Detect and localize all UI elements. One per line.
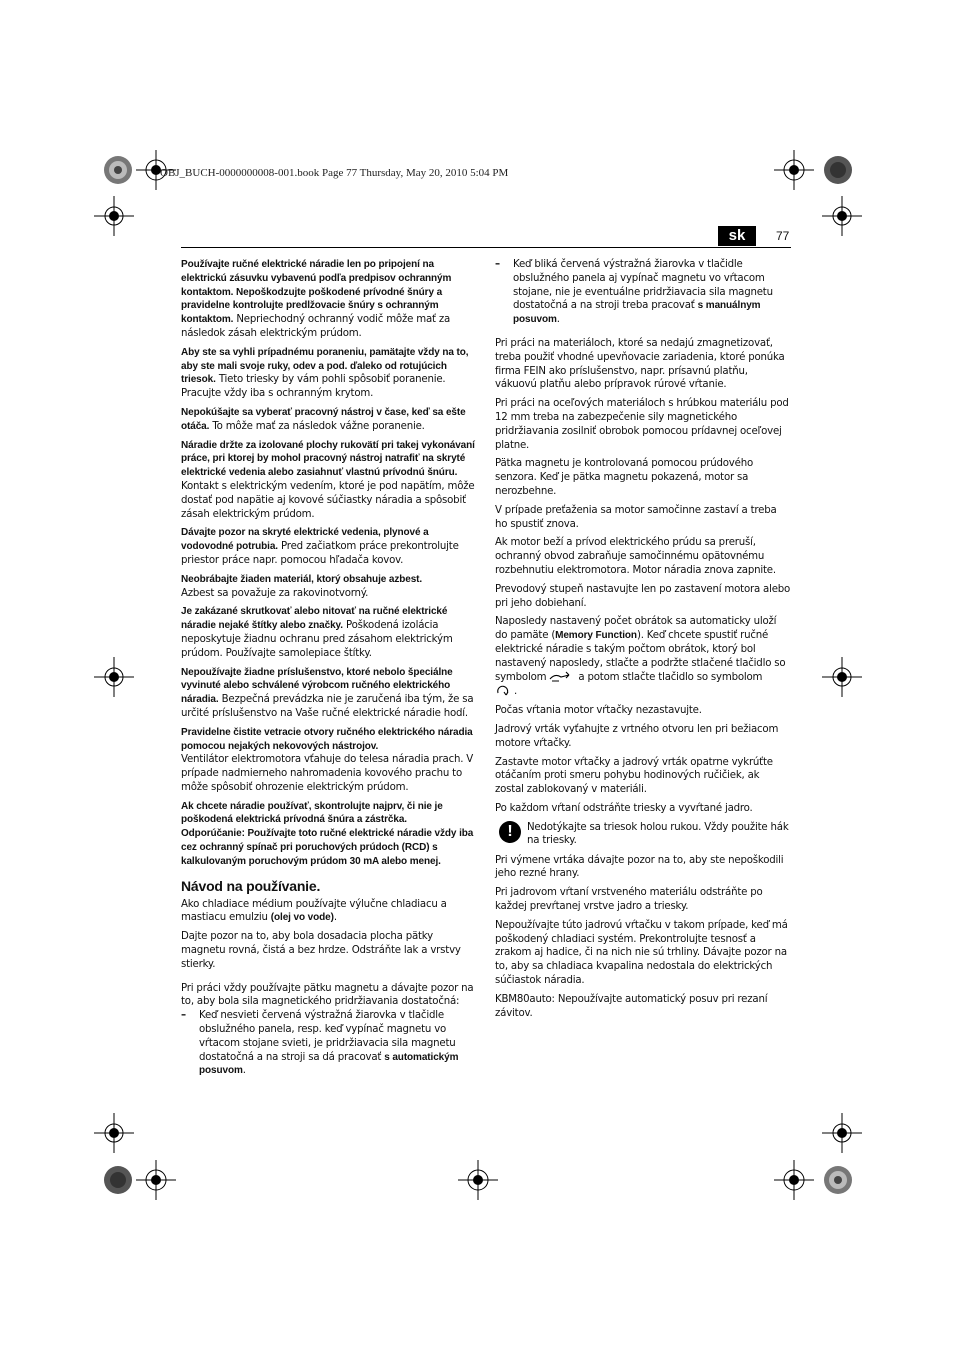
bold-text: Dávajte pozor na skryté elektrické vedenia, plynové a vodovodné potrubia.	[181, 527, 429, 553]
body-text: Kontakt s elektrickým vedením, ktoré je pod napätím, môže dostať pod napätie aj kovové súčiastky náradia a spôsobiť zásah elektrickým prúdom.	[181, 480, 475, 520]
paragraph	[181, 726, 477, 795]
paragraph	[181, 827, 477, 868]
paragraph	[181, 982, 477, 1010]
list-item	[495, 258, 791, 327]
body-text: .	[242, 1065, 246, 1077]
bold-text: Ak chcete náradie používať, skontrolujte najprv, či nie je poškodená elektrická prívodná šnúra a zástrčka.	[181, 800, 443, 826]
paragraph: KBM80auto: Nepoužívajte automatický posuv pri rezaní závitov.	[495, 993, 768, 1019]
body-text: Keď nesvieti červená výstražná žiarovka v tlačidle obslužného panela, resp. keď vypínač magnetu vo vŕtacom stojane svieti, je pridržiavacia sila magnetu dostatočná a na stroji sa dá pracovať	[199, 1010, 456, 1063]
paragraph: V prípade preťaženia sa motor samočinne zastaví a treba ho spustiť znova.	[495, 504, 777, 530]
crosshair-mark-upper-right	[822, 196, 862, 236]
print-header: OBJ_BUCH-0000000008-001.book Page 77 Thursday, May 20, 2010 5:04 PM	[160, 167, 509, 179]
body-text: Nepriechodný ochranný vodič môže mať za následok zásah elektrickým prúdom.	[181, 314, 451, 339]
body-text: Dajte pozor na to, aby bola dosadacia plocha pätky magnetu rovná, čistá a bez hrdze. Odstráňte lak a vrstvy stierky.	[181, 931, 461, 970]
paragraph	[181, 526, 477, 567]
crosshair-mark-bottom-center	[458, 1160, 498, 1200]
paragraph	[181, 439, 477, 522]
bold-text: Aby ste sa vyhli prípadnému poraneniu, pamätajte vždy na to, aby ste mali svoje ruky, odev a pod. ďaleko od rotujúcich triesok.	[181, 346, 469, 386]
paragraph	[181, 666, 477, 721]
registration-mark-top-left	[98, 150, 138, 190]
paragraph: Počas vŕtania motor vŕtačky nezastavujte.	[495, 705, 702, 717]
crosshair-mark-bottom-left	[136, 1160, 176, 1200]
registration-mark-bottom-left	[98, 1160, 138, 1200]
bold-text: Používajte ručné elektrické náradie len po pripojení na elektrickú zásuvku vybavenú podľa predpisov ochranným kontaktom. Nepoškodzujte poškodené prívodné šnúry a pravidelne kontrolujte predlžovacie šnúry s ochranným kontaktom.	[181, 259, 452, 326]
crosshair-mark-top-right	[774, 150, 814, 190]
page-number: 77	[776, 229, 790, 243]
bold-text: Je zakázané skrutkovať alebo nitovať na ručné elektrické náradie nejaké štítky alebo značky.	[181, 606, 448, 632]
paragraph	[181, 346, 477, 401]
body-text: Azbest sa považuje za rakovinotvorný.	[181, 587, 369, 599]
body-text: Nedotýkajte sa triesok holou rukou. Vždy použite hák na triesky.	[527, 821, 789, 847]
warning-note	[495, 821, 791, 849]
body-text: Naposledy nastavený počet obrátok sa automaticky uloží do pamäte (	[495, 616, 777, 642]
paragraph: Po každom vŕtaní odstráňte triesky a vyvŕtané jadro.	[495, 802, 753, 814]
dash-bullet: –	[181, 1010, 186, 1022]
paragraph: Nepoužívajte túto jadrovú vŕtačku v takom prípade, keď má poškodený chladiaci systém. Prekontrolujte tesnosť a zrakom aj hadice, či na nich nie sú trhliny. Dávajte pozor na to, aby sa chladiaca kvapalina nedostala do elektrických súčiastok náradia.	[495, 919, 788, 987]
body-text: Keď bliká červená výstražná žiarovka v tlačidle obslužného panela aj vypínač magnetu vo vŕtacom stojane, nie je eventuálne pridržiavacia sila magnetu dostatočná a na stroji treba pracovať	[513, 259, 773, 312]
warning-icon: !	[499, 821, 521, 843]
paragraph	[181, 800, 477, 828]
body-text: .	[556, 314, 560, 326]
section-heading: Návod na používanie.	[181, 877, 321, 894]
paragraph: Prevodový stupeň nastavujte len po zastavení motora alebo pri jeho dobiehaní.	[495, 583, 791, 609]
body-text: Bezpečná prevádzka nie je zaručená iba tým, že sa určité príslušenstvo na Vaše ručné elektrické náradie hodí.	[181, 694, 474, 719]
bold-text: Odporúčanie: Používajte toto ručné elektrické náradie vždy iba cez ochranný spínač pri poruchových prúdoch (RCD) s kalkulovaným poruchovým prúdom 30 mA alebo menej.	[181, 828, 474, 867]
body-text: ). Keď chcete spustiť ručné elektrické náradie s takým počtom obrátok, ktorý bol nastavený naposledy, stlačte a podržte stlačené tlačidlo so symbolom	[495, 630, 786, 683]
body-text: a potom stlačte tlačidlo so symbolom	[575, 671, 763, 683]
body-text: Ventilátor elektromotora vťahuje do telesa náradia prach. V prípade nadmierneho nahromadenia kovového prachu to môže spôsobiť ohrozenie elektrickým prúdom.	[181, 754, 474, 793]
crosshair-mark-bottom-right	[774, 1160, 814, 1200]
body-text: Poškodená izolácia neposkytuje žiadnu ochranu pred zásahom elektrickým prúdom. Používajte samolepiace štítky.	[181, 620, 453, 659]
bold-text: Pravidelne čistite vetracie otvory ručného elektrického náradia pomocou nejakých nekovových nástrojov.	[181, 726, 473, 752]
body-text: To môže mať za následok vážne poranenie.	[209, 420, 425, 432]
language-badge: sk	[718, 226, 756, 246]
paragraph: Jadrový vrták vyťahujte z vrtného otvoru len pri bežiacom motore vŕtačky.	[495, 723, 779, 749]
crosshair-mark-lower-left	[94, 1113, 134, 1153]
paragraph	[181, 898, 477, 926]
bold-text: s automatickým posuvom	[199, 1051, 459, 1077]
paragraph	[181, 573, 477, 601]
body-text: Tieto triesky by vám pohli spôsobiť poranenie. Pracujte vždy iba s ochranným krytom.	[181, 374, 446, 400]
dash-bullet: –	[495, 259, 500, 270]
header-rule	[181, 247, 791, 248]
paragraph: Pätka magnetu je kontrolovaná pomocou prúdového senzora. Keď je pätka magnetu pokazená, motor sa nerozbehne.	[495, 458, 753, 497]
paragraph: Pri práci na oceľových materiáloch s hrúbkou materiálu pod 12 mm treba na zabezpečenie sily magnetického pridržiavania zosilniť obrobok pomocou prídavnej oceľovej platne.	[495, 398, 789, 451]
body-text: .	[333, 912, 337, 924]
paragraph: Zastavte motor vŕtačky a jadrový vrták opatrne vykrúťte otáčaním proti smeru pohybu hodinových ručičiek, ak zostal zablokovaný v materiáli.	[495, 756, 773, 796]
body-text: Pred začiatkom práce prekontrolujte priestor práce napr. pomocou hľadača kovov.	[181, 541, 459, 566]
bold-text: Memory Function	[555, 630, 637, 642]
body-text: .	[511, 686, 518, 698]
memory-hand-icon	[549, 671, 575, 683]
body-text: Pri práci vždy používajte pätku magnetu a dávajte pozor na to, aby bola sila magnetického pridržiavania dostatočná:	[181, 982, 474, 1008]
crosshair-mark-mid-left	[94, 657, 134, 697]
paragraph: Pri výmene vrtáka dávajte pozor na to, aby ste nepoškodili jeho rezné hrany.	[495, 854, 784, 880]
crosshair-mark-mid-right	[822, 657, 862, 697]
crosshair-mark-upper-left	[94, 196, 134, 236]
bold-text: s manuálnym posuvom	[513, 300, 761, 326]
registration-mark-top-right	[818, 150, 858, 190]
body-text: Ako chladiace médium používajte výlučne chladiacu a mastiacu emulziu	[181, 898, 447, 924]
rotation-icon	[495, 684, 511, 698]
paragraph: Pri jadrovom vŕtaní vrstveného materiálu odstráňte po každej prevŕtanej vrstve jadro a triesky.	[495, 887, 763, 913]
paragraph	[181, 605, 477, 660]
list-item	[181, 1009, 477, 1078]
paragraph: Ak motor beží a prívod elektrického prúdu sa preruší, ochranný obvod zabraňuje samočinnému opätovnému rozbehnutiu elektromotora. Motor náradia znova zapnite.	[495, 537, 776, 576]
registration-mark-bottom-right	[818, 1160, 858, 1200]
paragraph	[495, 615, 791, 699]
bold-text: Náradie držte za izolované plochy rukovätí pri takej vykonávaní práce, pri ktorej by mohol pracovný nástroj natrafiť na skryté elektrické vedenia alebo zasiahnuť vlastnú prívodnú šnúru.	[181, 439, 475, 479]
left-column	[181, 258, 477, 1083]
bold-text: Nepokúšajte sa vyberať pracovný nástroj v čase, keď sa ešte otáča.	[181, 406, 466, 432]
bold-text: (olej vo vode)	[270, 912, 334, 924]
bold-text: Nepoužívajte žiadne príslušenstvo, ktoré nebolo špeciálne vyvinuté alebo schválené výrobcom ručného elektrického náradia.	[181, 666, 453, 706]
bold-text: Neobrábajte žiaden materiál, ktorý obsahuje azbest.	[181, 573, 423, 585]
paragraph	[181, 930, 477, 971]
paragraph: Pri práci na materiáloch, ktoré sa nedajú zmagnetizovať, treba použiť vhodné upevňovacie zariadenia, ktoré ponúka firma FEIN ako príslušenstvo, napr. prísavnú platňu, vákuovú platňu alebo prípravok rúrové vŕtanie.	[495, 337, 785, 391]
paragraph	[181, 258, 477, 341]
crosshair-mark-lower-right	[822, 1113, 862, 1153]
paragraph	[181, 406, 477, 434]
right-column	[495, 258, 791, 1025]
